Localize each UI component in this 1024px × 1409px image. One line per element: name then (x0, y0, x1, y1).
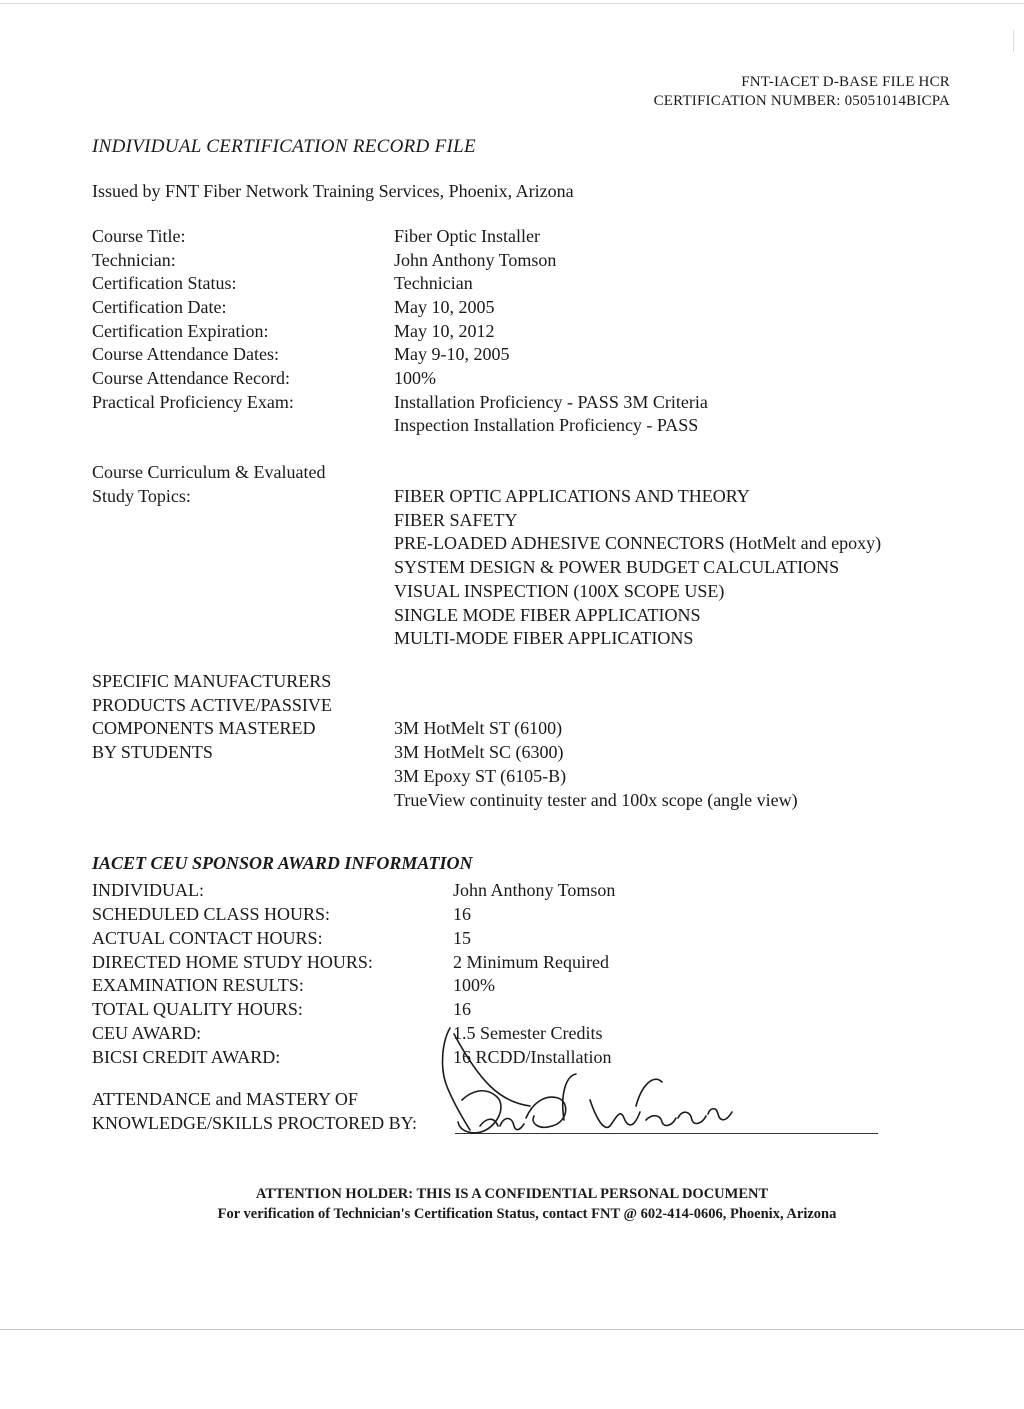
field-label: Technician: (92, 250, 176, 270)
award-label: SCHEDULED CLASS HOURS: (92, 904, 331, 924)
topic-item: MULTI-MODE FIBER APPLICATIONS (394, 628, 694, 648)
award-value: 100% (453, 975, 495, 995)
award-value: 16 RCDD/Installation (453, 1047, 612, 1067)
topic-item: VISUAL INSPECTION (100X SCOPE USE) (394, 581, 725, 601)
field-label: Certification Date: (92, 297, 227, 317)
award-label: TOTAL QUALITY HOURS: (92, 999, 303, 1019)
attention-line-1: ATTENTION HOLDER: THIS IS A CONFIDENTIAL PERSONAL DOCUMENT (255, 1186, 769, 1202)
field-label: Certification Expiration: (92, 321, 269, 341)
award-value: 2 Minimum Required (453, 952, 609, 972)
award-label: ACTUAL CONTACT HOURS: (92, 928, 323, 948)
curriculum-label-line: Study Topics: (92, 486, 191, 506)
product-item: TrueView continuity tester and 100x scope (angle view) (394, 790, 798, 810)
field-value: May 10, 2012 (394, 321, 495, 341)
file-id: FNT-IACET D-BASE FILE HCR (741, 74, 950, 90)
field-value: May 10, 2005 (394, 297, 495, 317)
issued-by: Issued by FNT Fiber Network Training Services, Phoenix, Arizona (92, 181, 574, 201)
product-item: 3M Epoxy ST (6105-B) (394, 766, 567, 786)
topic-item: SYSTEM DESIGN & POWER BUDGET CALCULATIONS (394, 557, 840, 577)
proctor-line-2: KNOWLEDGE/SKILLS PROCTORED BY: (92, 1113, 418, 1133)
manufacturers-label-line: COMPONENTS MASTERED (92, 718, 316, 738)
field-value: Technician (394, 273, 473, 293)
manufacturers-label-line: BY STUDENTS (92, 742, 213, 762)
award-value: 15 (453, 928, 471, 948)
proctor-statement (92, 1087, 417, 1135)
field-label: Course Attendance Record: (92, 368, 290, 388)
award-value: 16 (453, 904, 471, 924)
award-heading: IACET CEU SPONSOR AWARD INFORMATION (92, 853, 473, 873)
topic-item: FIBER OPTIC APPLICATIONS AND THEORY (394, 486, 750, 506)
field-value: May 9-10, 2005 (394, 344, 510, 364)
field-value: 100% (394, 368, 436, 388)
handwritten-signature (440, 1022, 740, 1142)
manufacturers-label-line: SPECIFIC MANUFACTURERS (92, 671, 332, 691)
field-value: Fiber Optic Installer (394, 226, 540, 246)
product-item: 3M HotMelt ST (6100) (394, 718, 563, 738)
field-label: Course Attendance Dates: (92, 344, 279, 364)
award-label: BICSI CREDIT AWARD: (92, 1047, 281, 1067)
award-label: EXAMINATION RESULTS: (92, 975, 304, 995)
field-label: Practical Proficiency Exam: (92, 392, 294, 412)
field-value-continued: Inspection Installation Proficiency - PASS (394, 415, 699, 435)
document-title: INDIVIDUAL CERTIFICATION RECORD FILE (92, 136, 476, 157)
award-value: 16 (453, 999, 471, 1019)
certification-number: CERTIFICATION NUMBER: 05051014BICPA (653, 93, 950, 109)
field-value: John Anthony Tomson (394, 250, 557, 270)
field-label: Certification Status: (92, 273, 237, 293)
award-label: DIRECTED HOME STUDY HOURS: (92, 952, 373, 972)
scan-edge-top (0, 3, 1024, 4)
field-label: Course Title: (92, 226, 186, 246)
scan-mark (1013, 30, 1014, 52)
field-value: Installation Proficiency - PASS 3M Criteria (394, 392, 708, 412)
proctor-line-1: ATTENDANCE and MASTERY OF (92, 1089, 358, 1109)
award-value: 1.5 Semester Credits (453, 1023, 603, 1043)
topic-item: SINGLE MODE FIBER APPLICATIONS (394, 605, 701, 625)
topic-item: FIBER SAFETY (394, 510, 518, 530)
product-item: 3M HotMelt SC (6300) (394, 742, 564, 762)
scan-edge-bottom (0, 1329, 1024, 1330)
attention-line-2: For verification of Technician's Certification Status, contact FNT @ 602-414-0606, Phoenix, Arizona (217, 1206, 837, 1222)
award-value: John Anthony Tomson (453, 880, 616, 900)
award-label: CEU AWARD: (92, 1023, 202, 1043)
award-label: INDIVIDUAL: (92, 880, 204, 900)
topic-item: PRE-LOADED ADHESIVE CONNECTORS (HotMelt and epoxy) (394, 533, 882, 553)
attention-notice (0, 1184, 1024, 1224)
header-file-id-block (654, 73, 950, 111)
manufacturers-label-line: PRODUCTS ACTIVE/PASSIVE (92, 695, 332, 715)
